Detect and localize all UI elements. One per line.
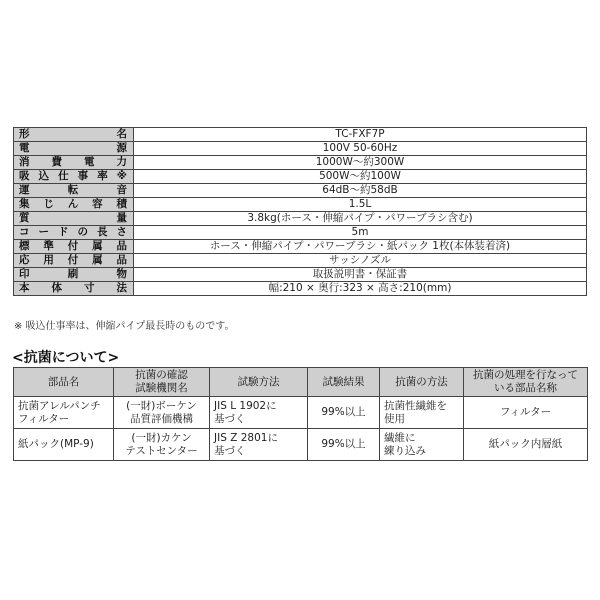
spec-label (14, 142, 134, 156)
anti-cell: 紙パック(MP-9) (14, 429, 114, 461)
anti-cell: 紙パック内層紙 (464, 429, 588, 461)
spec-label (14, 156, 134, 170)
spec-row (14, 282, 587, 296)
spec-label-text: 運 転 音 (19, 184, 127, 196)
anti-header-cell: 抗菌の方法 (380, 368, 464, 397)
anti-cell: 99%以上 (308, 429, 380, 461)
anti-header-cell: 部品名 (14, 368, 114, 397)
spec-label-text: 電 源 (19, 142, 127, 154)
anti-cell: (一財)カケン テストセンター (114, 429, 210, 461)
spec-row (14, 128, 587, 142)
anti-cell: 99%以上 (308, 397, 380, 429)
spec-label-text: 集 じ ん 容 積 (19, 198, 127, 210)
spec-label (14, 254, 134, 268)
spec-row (14, 240, 587, 254)
anti-row (14, 397, 588, 429)
spec-label (14, 268, 134, 282)
spec-label-text: コ ー ド の 長 さ (19, 226, 127, 238)
anti-header-cell: 抗菌の確認 試験機関名 (114, 368, 210, 397)
spec-row (14, 156, 587, 170)
spec-row (14, 184, 587, 198)
spec-value: TC-FXF7P (134, 128, 587, 142)
spec-row (14, 212, 587, 226)
anti-cell: フィルター (464, 397, 588, 429)
spec-value: ホース・伸縮パイプ・パワーブラシ・紙パック 1枚(本体装着済) (134, 240, 587, 254)
spec-value: 500W〜約100W (134, 170, 587, 184)
spec-label-text: 印 刷 物 (19, 268, 127, 280)
spec-row (14, 142, 587, 156)
spec-label (14, 170, 134, 184)
spec-value: 5m (134, 226, 587, 240)
spec-row (14, 198, 587, 212)
anti-header-cell: 試験方法 (210, 368, 308, 397)
spec-label-text: 形 名 (19, 128, 127, 140)
spec-row (14, 170, 587, 184)
spec-label-text: 消 費 電 力 (19, 156, 127, 168)
anti-header-cell: 試験結果 (308, 368, 380, 397)
anti-cell: JIS L 1902に 基づく (210, 397, 308, 429)
spec-label-text: 吸 込 仕 事 率 ※ (19, 170, 127, 182)
spec-row (14, 268, 587, 282)
spec-row (14, 254, 587, 268)
section-title-antibacterial: <抗菌について> (12, 350, 120, 366)
spec-label (14, 226, 134, 240)
spec-label (14, 184, 134, 198)
spec-label (14, 282, 134, 296)
spec-value: 取扱説明書・保証書 (134, 268, 587, 282)
spec-value: サッシノズル (134, 254, 587, 268)
spec-value: 64dB〜約58dB (134, 184, 587, 198)
spec-label-text: 本 体 寸 法 (19, 282, 127, 294)
spec-value: 幅:210 × 奥行:323 × 高さ:210(mm) (134, 282, 587, 296)
spec-value: 100V 50-60Hz (134, 142, 587, 156)
spec-row (14, 226, 587, 240)
spec-label (14, 212, 134, 226)
spec-value: 3.8kg(ホース・伸縮パイプ・パワーブラシ含む) (134, 212, 587, 226)
anti-cell: (一財)ボーケン 品質評価機構 (114, 397, 210, 429)
anti-header-cell: 抗菌の処理を行なって いる部品名称 (464, 368, 588, 397)
spec-label-text: 応 用 付 属 品 (19, 254, 127, 266)
footnote: ※ 吸込仕事率は、伸縮パイプ最長時のものです。 (14, 321, 235, 332)
anti-cell: JIS Z 2801に 基づく (210, 429, 308, 461)
spec-label-text: 質 量 (19, 212, 127, 224)
spec-label (14, 198, 134, 212)
spec-label (14, 240, 134, 254)
anti-cell: 繊維に 練り込み (380, 429, 464, 461)
spec-table (13, 127, 587, 296)
spec-value: 1.5L (134, 198, 587, 212)
anti-cell: 抗菌アレルパンチ フィルター (14, 397, 114, 429)
spec-label-text: 標 準 付 属 品 (19, 240, 127, 252)
spec-value: 1000W〜約300W (134, 156, 587, 170)
spec-label (14, 128, 134, 142)
anti-row (14, 429, 588, 461)
anti-cell: 抗菌性繊維を 使用 (380, 397, 464, 429)
antibacterial-table (13, 367, 588, 461)
